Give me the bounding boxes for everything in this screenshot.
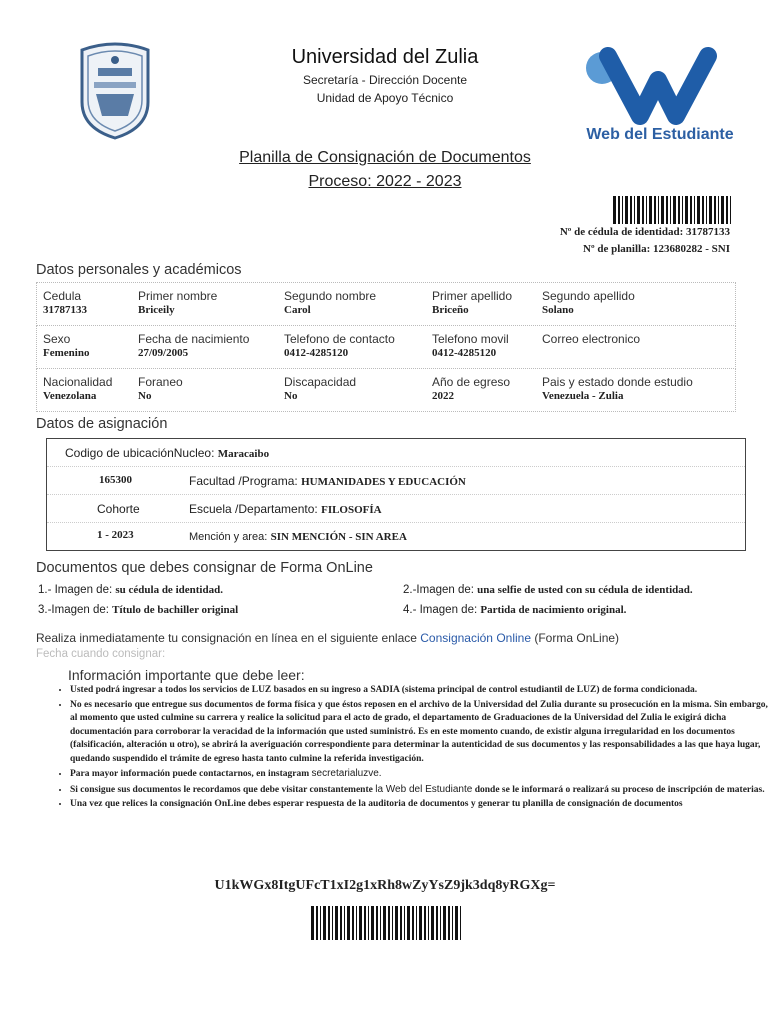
barcode-bottom	[311, 906, 461, 940]
info-item-4: • Si consigue sus documentos le recordamos que debe visitar constantemente la Web del Estudiante donde se le informará o realizará su proceso de inscripción de materias.	[70, 783, 768, 798]
faculty-value: HUMANIDADES Y EDUCACIÓN	[301, 476, 466, 488]
document-item-2: 2.-Imagen de: una selfie de usted con su cédula de identidad.	[403, 584, 693, 596]
document-title: Planilla de Consignación de Documentos	[239, 149, 531, 166]
assignment-box	[46, 438, 746, 551]
assignment-row-school	[47, 495, 745, 523]
school-label: Escuela /Departamento:	[189, 502, 318, 516]
web-del-estudiante-logo	[578, 46, 738, 146]
mention-label: Mención y area:	[189, 531, 268, 543]
nucleo-label: Nucleo:	[173, 446, 215, 460]
info-item-5: • Una vez que relices la consignación OnLine debes esperar respuesta de la auditoria de documentos y generar tu planilla de consignación de documentos	[70, 798, 768, 812]
cedula-number: Nº de cédula de identidad: 31787133	[559, 226, 730, 238]
field-value: Briceily	[138, 304, 175, 316]
header-subtitle-2: Unidad de Apoyo Técnico	[316, 91, 454, 105]
location-code-label: Codigo de ubicación	[65, 446, 174, 460]
personal-row	[36, 368, 736, 412]
field-value: Venezuela - Zulia	[542, 390, 624, 402]
field-value: 0412-4285120	[284, 347, 349, 359]
field-label: Telefono de contacto	[284, 332, 395, 346]
assignment-row-faculty	[47, 467, 745, 495]
cohort-value: 1 - 2023	[97, 529, 134, 541]
field-label: Segundo nombre	[284, 289, 377, 303]
field-label: Segundo apellido	[542, 289, 635, 303]
field-value: Femenino	[43, 347, 90, 359]
personal-field	[432, 375, 510, 402]
field-value: No	[138, 390, 152, 402]
location-code-value: 165300	[99, 474, 132, 486]
personal-field	[284, 332, 395, 359]
field-value: 0412-4285120	[432, 347, 497, 359]
personal-field	[432, 332, 509, 359]
field-value: 2022	[432, 390, 454, 402]
personal-field	[43, 332, 89, 359]
personal-field	[542, 375, 693, 402]
info-list	[40, 684, 768, 813]
brand-text: Web del Estudiante	[586, 126, 734, 143]
personal-row	[36, 325, 736, 369]
personal-field	[138, 289, 217, 316]
field-label: Sexo	[43, 332, 71, 346]
consignment-online-link[interactable]: Consignación Online	[420, 631, 532, 645]
web-estudiante-link[interactable]: la Web del Estudiante	[375, 783, 473, 795]
assignment-section-title: Datos de asignación	[36, 416, 168, 432]
document-item-4: 4.- Imagen de: Partida de nacimiento original.	[403, 604, 627, 616]
info-item-3: • Para mayor información puede contactarnos, en instagram secretarialuzve.	[70, 767, 768, 782]
personal-field	[542, 289, 635, 316]
field-label: Fecha de nacimiento	[138, 332, 250, 346]
personal-field	[542, 332, 640, 347]
university-name: Universidad del Zulia	[291, 46, 479, 68]
info-item-2: • No es necesario que entregue sus documentos de forma física y que éstos reposen en el archivo de la Universidad del Zulia durante su prosecución en la misma. Sin embargo, al momento que usted culmine su carrera y realice la solicitud para el acto de grado, el departamento de Graduaciones de la Universidad del Zulia le exigirá dicha documentación para corroborar la veracidad de la información que usted suministró. Es en este momento cuando, de existir alguna irregularidad en los documentos (falsificación, alteración u otro), se abrirá la averiguación correspondiente para determinar la autenticidad de sus documentos y las responsabilidades a las que haya lugar, quedando suspendido el trámite de egreso hasta tanto culmine la referida investigación.	[70, 699, 768, 767]
header-subtitle-1: Secretaría - Dirección Docente	[302, 73, 468, 87]
personal-field	[432, 289, 512, 316]
field-label: Correo electronico	[542, 332, 641, 346]
mention-value: SIN MENCIÓN - SIN AREA	[270, 531, 407, 543]
assignment-row-mention	[47, 522, 745, 549]
info-item-1: • Usted podrá ingresar a todos los servicios de LUZ basados en su ingreso a SADIA (sistema principal de control estudiantil de LUZ) de forma condicionada.	[70, 684, 768, 698]
university-seal-logo	[76, 42, 154, 140]
consignment-date-label: Fecha cuando consignar:	[36, 648, 166, 660]
field-value: 31787133	[43, 304, 87, 316]
field-label: Discapacidad	[284, 375, 357, 389]
personal-field	[138, 332, 249, 359]
field-label: Cedula	[43, 289, 82, 303]
field-value: Carol	[284, 304, 311, 316]
field-label: Año de egreso	[432, 375, 511, 389]
personal-field	[284, 375, 356, 402]
field-label: Primer nombre	[138, 289, 218, 303]
field-value: Venezolana	[43, 390, 97, 402]
field-value: 27/09/2005	[138, 347, 189, 359]
cohort-label: Cohorte	[97, 502, 140, 516]
personal-field	[138, 375, 183, 402]
info-title: Información importante que debe leer:	[68, 667, 305, 683]
planilla-number: Nº de planilla: 123680282 - SNI	[583, 243, 730, 255]
field-label: Nacionalidad	[43, 375, 113, 389]
instagram-handle: secretarialuzve.	[311, 768, 382, 779]
documents-section-title: Documentos que debes consignar de Forma OnLine	[36, 560, 373, 576]
nucleo-value: Maracaibo	[217, 448, 270, 460]
document-item-3: 3.-Imagen de: Título de bachiller original	[38, 604, 239, 616]
field-value: Briceño	[432, 304, 469, 316]
field-label: Pais y estado donde estudio	[542, 375, 693, 389]
verification-code: U1kWGx8ItgUFcT1xI2g1xRh8wZyYsZ9jk3dq8yRGXg=	[214, 878, 556, 893]
personal-field	[43, 375, 112, 402]
field-value: Solano	[542, 304, 574, 316]
personal-field	[43, 289, 87, 316]
barcode-top	[613, 196, 733, 224]
personal-section-title: Datos personales y académicos	[36, 262, 242, 278]
document-item-1: 1.- Imagen de: su cédula de identidad.	[38, 584, 223, 596]
assignment-row-location	[47, 439, 745, 467]
school-value: FILOSOFÍA	[321, 504, 382, 516]
consignment-instruction: Realiza inmediatamente tu consignación en línea en el siguiente enlace Consignación Online (Forma OnLine)	[36, 631, 620, 645]
personal-row	[36, 282, 736, 326]
field-label: Foraneo	[138, 375, 183, 389]
field-label: Telefono movil	[432, 332, 509, 346]
personal-field	[284, 289, 376, 316]
process-title: Proceso: 2022 - 2023	[308, 173, 462, 190]
faculty-label: Facultad /Programa:	[189, 474, 298, 488]
field-label: Primer apellido	[432, 289, 513, 303]
field-value: No	[284, 390, 298, 402]
